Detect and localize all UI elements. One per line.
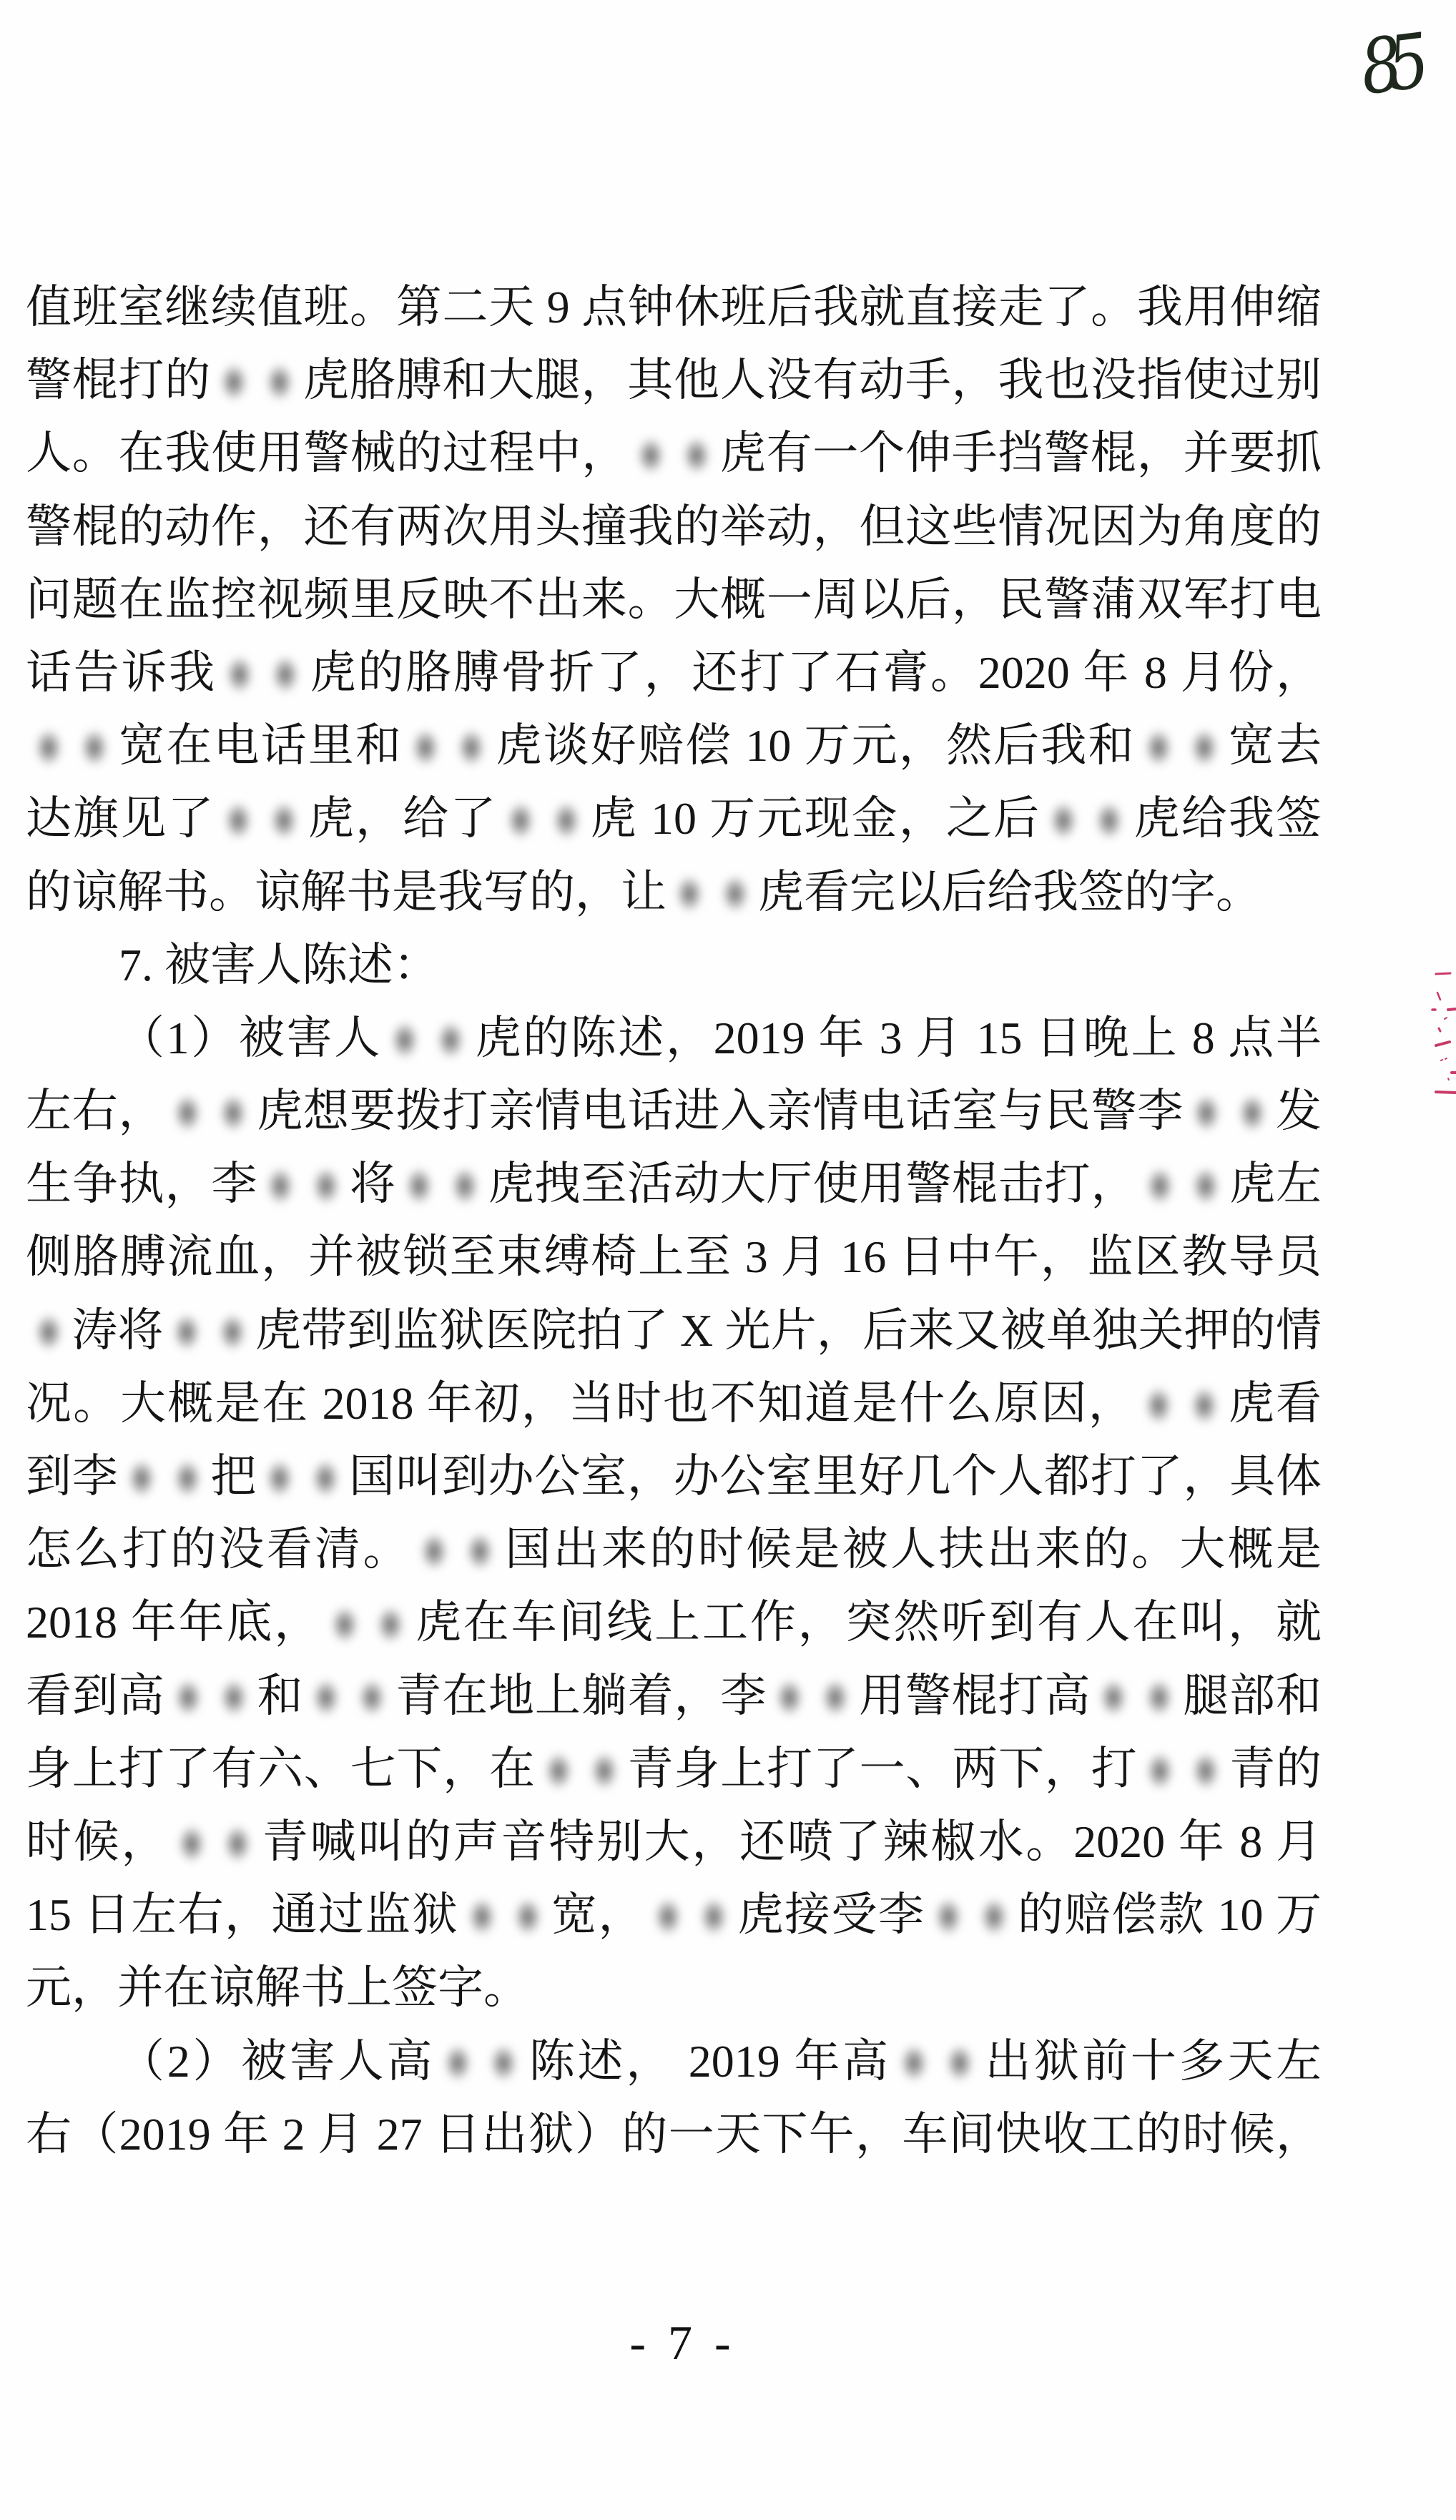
redacted-name-blur — [891, 2041, 983, 2086]
redacted-name-blur — [217, 652, 308, 697]
blur-blob — [164, 1310, 210, 1355]
text-segment: 左右， — [26, 1086, 165, 1137]
redacted-name-blur — [303, 1675, 395, 1721]
blur-blob — [211, 1675, 257, 1721]
blur-blob — [1086, 798, 1132, 843]
blur-blob — [72, 725, 117, 770]
text-line — [26, 636, 1322, 709]
text-segment: 腿部和 — [1182, 1670, 1322, 1721]
redacted-name-blur — [435, 2041, 526, 2086]
text-segment: 涛将 — [72, 1304, 164, 1356]
redacted-name-blur — [628, 433, 719, 478]
redacted-name-blur — [1137, 1163, 1229, 1209]
text-segment: 元，并在谅解书上签字。 — [26, 1962, 529, 2014]
text-line — [26, 1440, 1322, 1513]
text-segment: 虎接受李 — [737, 1889, 925, 1941]
blur-blob — [1041, 798, 1086, 843]
blur-blob — [543, 798, 589, 843]
text-segment: 看到高 — [26, 1670, 165, 1721]
footer-page-number: - 7 - — [629, 2315, 731, 2370]
text-segment: 虎谈好赔偿 10 万元，然后我和 — [494, 720, 1136, 772]
text-segment: 虎带到监狱医院拍了 X 光片，后来又被单独关押的情 — [255, 1304, 1322, 1356]
handwritten-page-number: 85 — [1356, 18, 1421, 112]
text-line — [26, 344, 1322, 417]
text-line — [26, 1586, 1322, 1659]
text-segment: 出狱前十多天左 — [982, 2035, 1322, 2087]
text-segment: 用警棍打高 — [858, 1670, 1091, 1721]
blur-blob — [257, 1163, 303, 1209]
text-line — [26, 271, 1322, 344]
redacted-name-blur — [403, 725, 494, 770]
text-line — [26, 491, 1322, 563]
text-segment: 宽， — [550, 1889, 645, 1941]
text-segment: 右（2019 年 2 月 27 日出狱）的一天下午，车间快收工的时候， — [26, 2108, 1322, 2160]
blur-blob — [1136, 725, 1181, 770]
text-segment: 达旗见了 — [26, 793, 215, 845]
text-line — [26, 1733, 1322, 1806]
blur-blob — [1136, 1383, 1181, 1428]
redacted-name-blur — [1137, 1748, 1229, 1793]
text-line — [26, 417, 1322, 490]
text-line — [26, 1294, 1322, 1367]
text-segment: 虎胳膊和大腿，其他人没有动手，我也没指使过别 — [302, 355, 1322, 406]
text-segment: 青在地上躺着，李 — [395, 1670, 767, 1721]
blur-blob — [812, 1675, 858, 1721]
text-segment: 虎给我签 — [1132, 793, 1322, 845]
redacted-name-blur — [26, 725, 117, 770]
redacted-name-blur — [1136, 725, 1227, 770]
redacted-name-blur — [382, 1018, 473, 1063]
blur-blob — [302, 1456, 348, 1501]
text-line — [26, 1221, 1322, 1294]
blur-blob — [1137, 1163, 1183, 1209]
text-segment: 虎看 — [1226, 1377, 1322, 1429]
blur-blob — [1183, 1748, 1229, 1793]
text-segment: 的谅解书。谅解书是我写的，让 — [26, 866, 666, 917]
blur-blob — [303, 1163, 349, 1209]
blur-blob — [169, 1821, 215, 1866]
blur-blob — [937, 2041, 983, 2086]
blur-blob — [645, 1894, 691, 1939]
text-segment: 侧胳膊流血，并被锁至束缚椅上至 3 月 16 日中午，监区教导员 — [26, 1231, 1322, 1283]
redacted-name-blur — [411, 1529, 503, 1574]
text-segment: 虎左 — [1229, 1158, 1322, 1210]
blur-blob — [925, 1894, 971, 1939]
redacted-name-blur — [257, 1456, 348, 1501]
blur-blob — [26, 725, 72, 770]
blur-blob — [261, 798, 307, 843]
blur-blob — [1183, 1163, 1229, 1209]
blur-blob — [210, 1310, 255, 1355]
redacted-name-blur — [169, 1821, 260, 1866]
blur-blob — [459, 1894, 505, 1939]
text-segment: 宽去 — [1226, 720, 1322, 772]
redacted-name-blur — [1184, 1091, 1275, 1136]
text-segment: 青的 — [1229, 1743, 1322, 1794]
document-body — [26, 271, 1322, 2171]
text-segment: （1）被害人 — [119, 1012, 382, 1063]
text-segment: 虎，给了 — [306, 793, 498, 845]
text-segment: 况。大概是在 2018 年初，当时也不知道是什么原因， — [26, 1377, 1136, 1429]
blur-blob — [1229, 1091, 1275, 1136]
text-segment: 问题在监控视频里反映不出来。大概一周以后，民警蒲双军打电 — [26, 574, 1322, 625]
blur-blob — [691, 1894, 737, 1939]
redacted-name-blur — [1136, 1383, 1227, 1428]
redacted-name-blur — [1091, 1675, 1182, 1721]
text-segment: 虎拽至活动大厅使用警棍击打， — [487, 1158, 1138, 1210]
text-segment: 宽在电话里和 — [117, 720, 403, 772]
blur-blob — [165, 1675, 211, 1721]
text-line — [26, 1806, 1322, 1879]
blur-blob — [217, 652, 262, 697]
redacted-name-blur — [498, 798, 589, 843]
blur-blob — [481, 2041, 526, 2086]
blur-blob — [1181, 1383, 1227, 1428]
text-segment: 和 — [256, 1670, 304, 1721]
redacted-name-blur — [164, 1091, 256, 1136]
redacted-name-blur — [165, 1675, 257, 1721]
text-segment: 青喊叫的声音特别大，还喷了辣椒水。2020 年 8 月 — [260, 1816, 1322, 1867]
blur-blob — [581, 1748, 627, 1793]
text-segment: 虎在车间线上工作，突然听到有人在叫，就 — [413, 1597, 1322, 1648]
text-segment: 国出来的时候是被人扶出来的。大概是 — [502, 1524, 1322, 1575]
redacted-name-blur — [396, 1163, 488, 1209]
blur-blob — [1137, 1748, 1183, 1793]
text-segment: 青身上打了一、两下，打 — [626, 1743, 1138, 1794]
text-line — [26, 1951, 1322, 2024]
redacted-name-blur — [666, 872, 758, 917]
text-line — [26, 1002, 1322, 1075]
text-segment: 发 — [1275, 1086, 1322, 1137]
redacted-name-blur — [322, 1603, 413, 1648]
redacted-name-blur — [119, 1456, 210, 1501]
blur-blob — [210, 1091, 256, 1136]
blur-blob — [891, 2041, 937, 2086]
text-segment: （2）被害人高 — [119, 2035, 436, 2087]
blur-blob — [26, 1310, 72, 1355]
blur-blob — [349, 1675, 395, 1721]
blur-blob — [396, 1163, 442, 1209]
text-line — [26, 929, 1322, 1002]
text-segment: 警棍打的 — [26, 355, 212, 406]
text-segment: 的赔偿款 10 万 — [1016, 1889, 1322, 1941]
text-line — [26, 782, 1322, 855]
text-segment: 国叫到办公室，办公室里好几个人都打了，具体 — [348, 1451, 1322, 1502]
redacted-name-blur — [215, 798, 307, 843]
text-line — [26, 1148, 1322, 1221]
text-segment: 虎有一个伸手挡警棍，并要抓 — [719, 428, 1322, 479]
text-segment: 7. 被害人陈述： — [119, 939, 439, 990]
text-segment: 值班室继续值班。第二天 9 点钟休班后我就直接走了。我用伸缩 — [26, 282, 1322, 333]
blur-blob — [411, 1529, 457, 1574]
redacted-name-blur — [257, 1163, 349, 1209]
blur-blob — [1181, 725, 1227, 770]
text-segment: 将 — [349, 1158, 396, 1210]
blur-blob — [164, 1456, 210, 1501]
blur-blob — [435, 2041, 481, 2086]
blur-blob — [767, 1675, 812, 1721]
text-line — [26, 2098, 1322, 2171]
redacted-name-blur — [26, 1310, 72, 1355]
text-line — [26, 1660, 1322, 1733]
blur-blob — [505, 1894, 551, 1939]
text-segment: 话告诉我 — [26, 646, 217, 698]
redacted-name-blur — [164, 1310, 255, 1355]
blur-blob — [712, 872, 758, 917]
text-line — [26, 1075, 1322, 1148]
text-line — [26, 856, 1322, 929]
blur-blob — [303, 1675, 349, 1721]
red-seal-fragment-icon — [1427, 965, 1456, 1101]
redacted-name-blur — [925, 1894, 1017, 1939]
blur-blob — [382, 1018, 428, 1063]
redacted-name-blur — [1041, 798, 1132, 843]
text-segment: 2018 年年底， — [26, 1597, 323, 1648]
text-segment: 虎看完以后给我签的字。 — [758, 866, 1261, 917]
blur-blob — [666, 872, 712, 917]
blur-blob — [257, 1456, 302, 1501]
text-segment: 生争执，李 — [26, 1158, 258, 1210]
blur-blob — [971, 1894, 1017, 1939]
text-line — [26, 1513, 1322, 1586]
text-segment: 陈述， 2019 年高 — [526, 2035, 891, 2087]
text-segment: 虎想要拨打亲情电话进入亲情电话室与民警李 — [256, 1086, 1184, 1137]
blur-blob — [215, 1821, 260, 1866]
blur-blob — [428, 1018, 473, 1063]
text-line — [26, 1879, 1322, 1951]
blur-blob — [674, 433, 719, 478]
text-line — [26, 1367, 1322, 1440]
text-segment: 虎 10 万元现金，之后 — [589, 793, 1041, 845]
blur-blob — [322, 1603, 368, 1648]
blur-blob — [448, 725, 494, 770]
text-segment: 到李 — [26, 1451, 119, 1502]
text-segment: 身上打了有六、七下，在 — [26, 1743, 536, 1794]
blur-blob — [1136, 1675, 1182, 1721]
blur-blob — [457, 1529, 503, 1574]
text-line — [26, 709, 1322, 782]
blur-blob — [262, 652, 308, 697]
blur-blob — [211, 360, 257, 405]
blur-blob — [442, 1163, 488, 1209]
blur-blob — [257, 360, 302, 405]
text-segment: 警棍的动作，还有两次用头撞我的举动，但这些情况因为角度的 — [26, 501, 1322, 552]
blur-blob — [498, 798, 543, 843]
blur-blob — [368, 1603, 413, 1648]
redacted-name-blur — [536, 1748, 627, 1793]
text-segment: 时候， — [26, 1816, 169, 1867]
text-line — [26, 563, 1322, 636]
redacted-name-blur — [767, 1675, 858, 1721]
blur-blob — [119, 1456, 164, 1501]
blur-blob — [215, 798, 261, 843]
text-segment: 把 — [210, 1451, 257, 1502]
text-segment: 15 日左右，通过监狱 — [26, 1889, 459, 1941]
redacted-name-blur — [211, 360, 302, 405]
text-segment: 虎的胳膊骨折了，还打了石膏。2020 年 8 月份， — [308, 646, 1322, 698]
text-segment: 人。在我使用警械的过程中， — [26, 428, 628, 479]
blur-blob — [1091, 1675, 1136, 1721]
text-segment: 虎的陈述，2019 年 3 月 15 日晚上 8 点半 — [473, 1012, 1322, 1063]
text-line — [26, 2025, 1322, 2098]
blur-blob — [628, 433, 674, 478]
blur-blob — [403, 725, 448, 770]
blur-blob — [536, 1748, 581, 1793]
blur-blob — [164, 1091, 210, 1136]
text-segment: 怎么打的没看清。 — [26, 1524, 411, 1575]
blur-blob — [1184, 1091, 1229, 1136]
redacted-name-blur — [645, 1894, 737, 1939]
redacted-name-blur — [459, 1894, 551, 1939]
